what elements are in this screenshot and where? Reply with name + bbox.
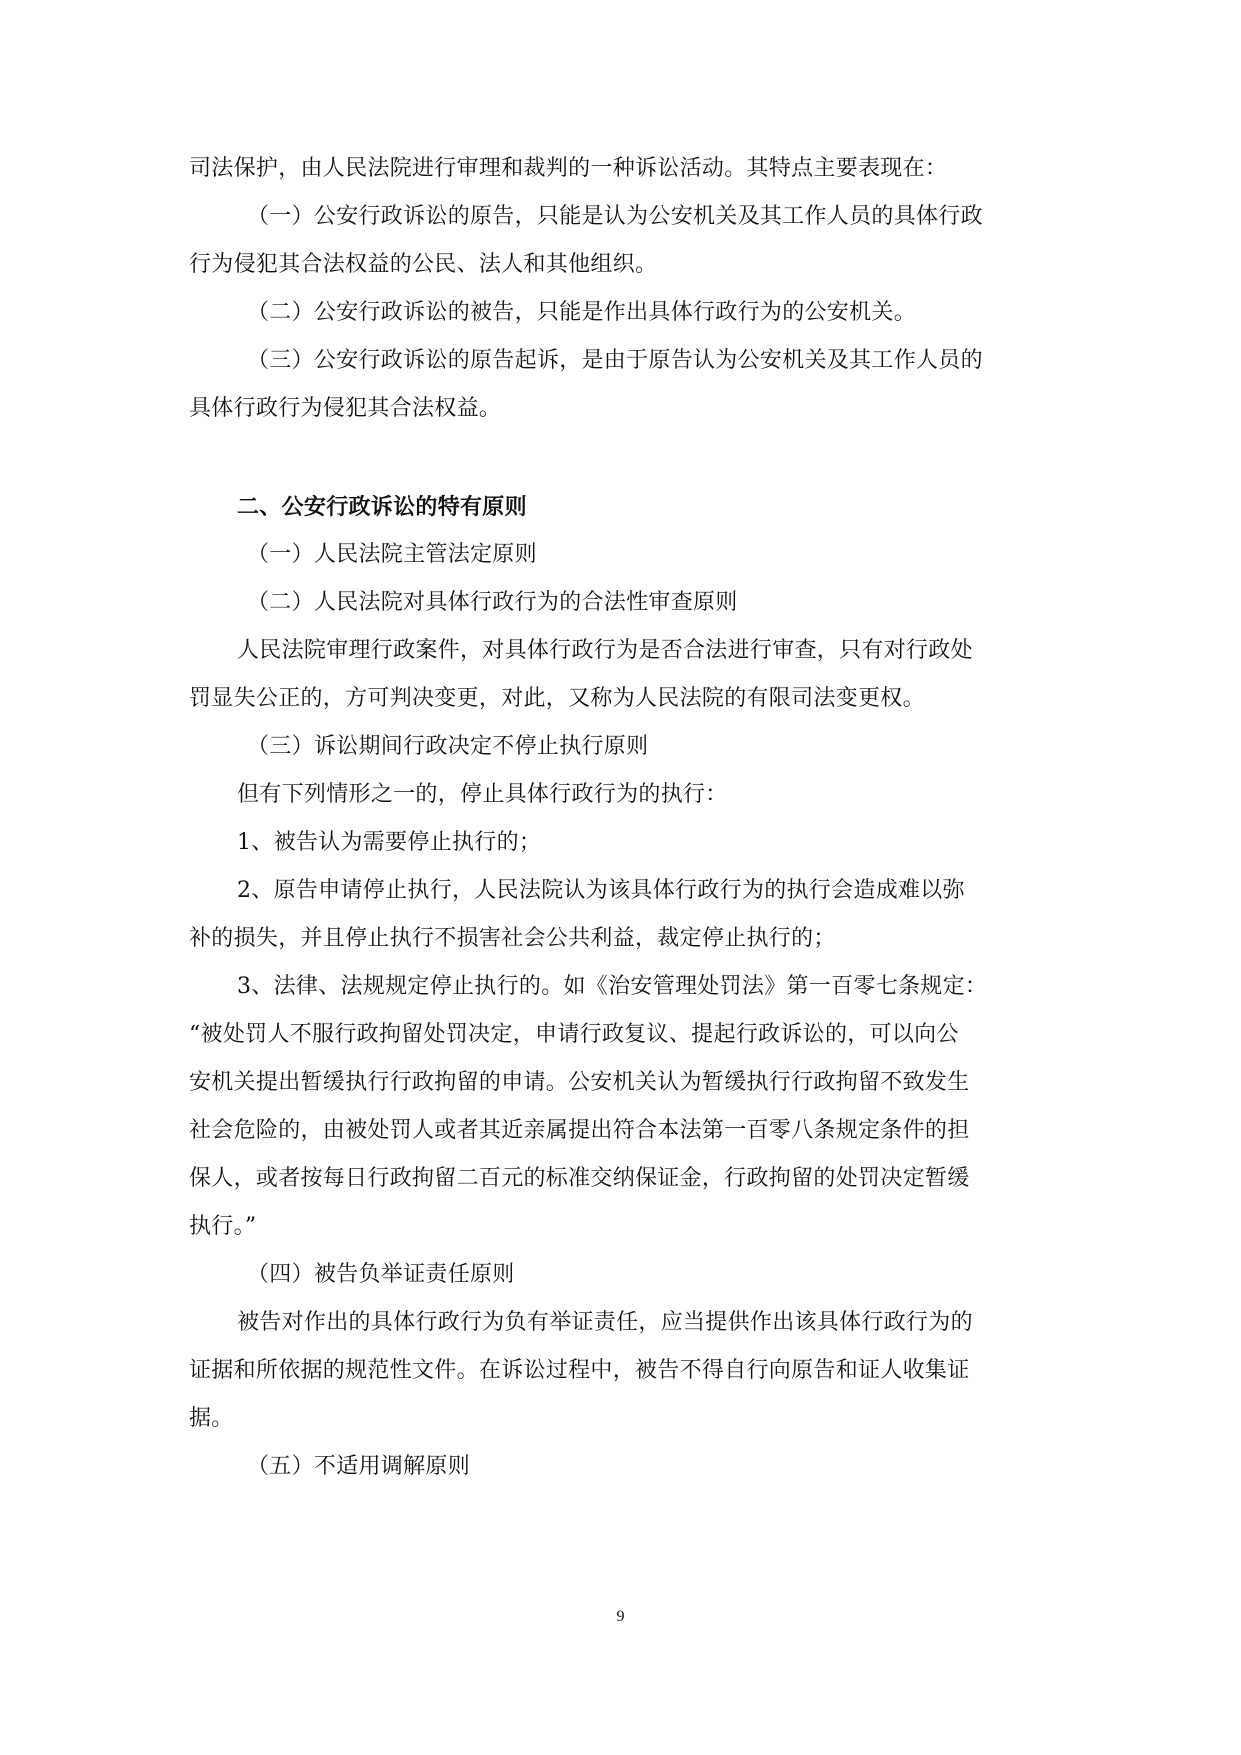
paragraph-line: 但有下列情形之一的，停止具体行政行为的执行： <box>237 782 728 807</box>
quote-line: 社会危险的，由被处罚人或者其近亲属提出符合本法第一百零八条规定条件的担 <box>189 1118 970 1143</box>
paragraph-line: 补的损失，并且停止执行不损害社会公共利益，裁定停止执行的； <box>189 926 836 951</box>
paragraph-line: 据。 <box>189 1406 234 1431</box>
subheading-line: （五）不适用调解原则 <box>247 1454 471 1479</box>
subheading-line: （四）被告负举证责任原则 <box>247 1262 515 1287</box>
quote-line: “被处罚人不服行政拘留处罚决定，申请行政复议、提起行政诉讼的，可以向公 <box>189 1022 959 1047</box>
paragraph-line: 行为侵犯其合法权益的公民、法人和其他组织。 <box>189 252 658 277</box>
paragraph-line: （一）公安行政诉讼的原告，只能是认为公安机关及其工作人员的具体行政 <box>247 204 983 229</box>
paragraph-line: 司法保护，由人民法院进行审理和裁判的一种诉讼活动。其特点主要表现在： <box>189 156 948 181</box>
quote-line: 安机关提出暂缓执行行政拘留的申请。公安机关认为暂缓执行行政拘留不致发生 <box>189 1070 970 1095</box>
list-item: 1、被告认为需要停止执行的； <box>237 830 542 855</box>
paragraph-line: （二）公安行政诉讼的被告，只能是作出具体行政行为的公安机关。 <box>247 300 917 325</box>
paragraph-line: 人民法院审理行政案件，对具体行政行为是否合法进行审查，只有对行政处 <box>237 638 973 663</box>
page-number: 9 <box>616 1608 625 1625</box>
list-item: 3、法律、法规规定停止执行的。如《治安管理处罚法》第一百零七条规定： <box>237 974 988 999</box>
quote-line: 保人，或者按每日行政拘留二百元的标准交纳保证金，行政拘留的处罚决定暂缓 <box>189 1166 970 1191</box>
subheading-line: （三）诉讼期间行政决定不停止执行原则 <box>247 734 649 759</box>
subheading-line: （二）人民法院对具体行政行为的合法性审查原则 <box>247 590 738 615</box>
paragraph-line: 具体行政行为侵犯其合法权益。 <box>189 396 502 421</box>
quote-line: 执行。” <box>189 1214 257 1239</box>
list-item: 2、原告申请停止执行，人民法院认为该具体行政行为的执行会造成难以弥 <box>237 878 965 903</box>
paragraph-line: 被告对作出的具体行政行为负有举证责任，应当提供作出该具体行政行为的 <box>237 1310 973 1335</box>
paragraph-line: 证据和所依据的规范性文件。在诉讼过程中，被告不得自行向原告和证人收集证 <box>189 1358 970 1383</box>
paragraph-line: （三）公安行政诉讼的原告起诉，是由于原告认为公安机关及其工作人员的 <box>247 348 983 373</box>
section-heading: 二、公安行政诉讼的特有原则 <box>237 494 527 520</box>
paragraph-line: 罚显失公正的，方可判决变更，对此，又称为人民法院的有限司法变更权。 <box>189 686 925 711</box>
subheading-line: （一）人民法院主管法定原则 <box>247 542 537 567</box>
